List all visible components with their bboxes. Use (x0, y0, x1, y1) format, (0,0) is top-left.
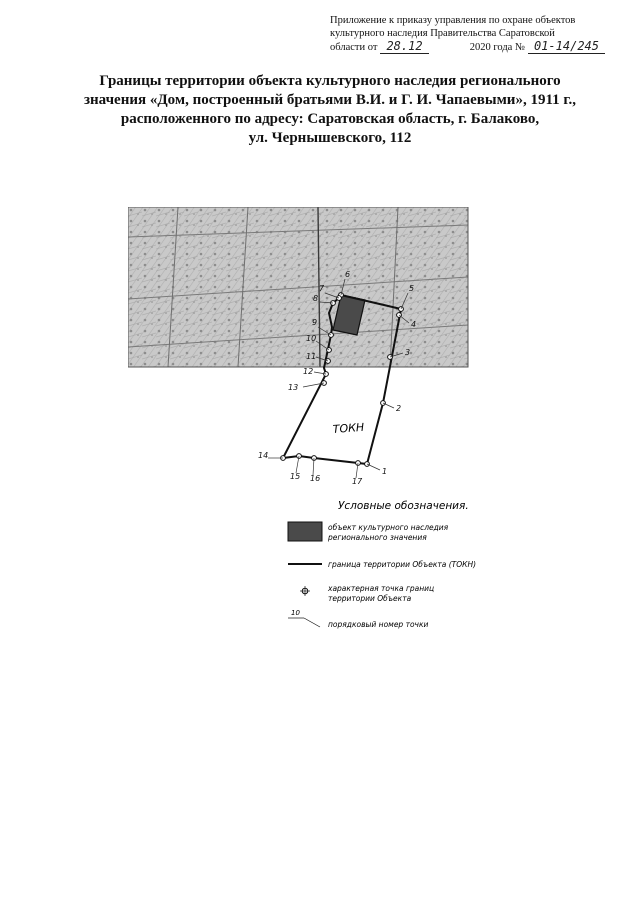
legend-item-3-line-2: территории Объекта (328, 594, 412, 603)
legend-item-1-line-2: регионального значения (328, 533, 427, 542)
header-line-1: Приложение к приказу управления по охране объектов (330, 15, 576, 26)
legend-item-3-line-1: характерная точка границ (328, 584, 435, 593)
zone-label: ТОКН (332, 420, 365, 436)
point-number-7: 7 (319, 284, 325, 293)
boundary-map (128, 207, 616, 699)
point-number-14: 14 (258, 451, 269, 460)
point-number-16: 16 (310, 474, 321, 483)
legend-sample-number: 10 (291, 609, 300, 617)
point-number-3: 3 (405, 348, 411, 357)
appendix-header (330, 14, 608, 54)
header-date-prefix: области от (330, 42, 378, 53)
point-number-8: 8 (313, 294, 319, 303)
point-number-13: 13 (288, 383, 299, 392)
legend-swatch-point-number (288, 609, 320, 627)
point-number-17: 17 (352, 477, 363, 486)
title-line-2: значения «Дом, построенный братьями В.И. и Г. И. Чапаевыми», 1911 г., (84, 92, 576, 108)
point-number-2: 2 (396, 404, 402, 413)
point-number-12: 12 (303, 367, 314, 376)
legend-swatch-heritage-object (288, 522, 322, 541)
point-number-5: 5 (409, 284, 415, 293)
point-number-9: 9 (312, 318, 318, 327)
header-date-line (330, 40, 608, 54)
point-number-11: 11 (306, 352, 317, 361)
title-line-1: Границы территории объекта культурного наследия регионального (99, 73, 561, 89)
handwritten-order-number: 01-14/245 (528, 40, 605, 54)
point-number-10: 10 (306, 334, 317, 343)
point-number-1: 1 (382, 467, 388, 476)
header-line-2: культурного наследия Правительства Саратовской (330, 28, 555, 39)
legend-item-4-line-1: порядковый номер точки (328, 620, 429, 629)
header-year-text: 2020 года № (469, 42, 525, 53)
legend-item-2-line-1: граница территории Объекта (ТОКН) (328, 560, 477, 569)
legend-heading: Условные обозначения. (338, 500, 469, 512)
legend-item-1-line-1: объект культурного наследия (328, 523, 449, 532)
handwritten-date: 28.12 (380, 40, 428, 54)
title-line-3: расположенного по адресу: Саратовская область, г. Балаково, (120, 111, 540, 127)
legend-swatch-boundary-point (300, 586, 310, 596)
point-number-15: 15 (290, 472, 301, 481)
title-line-4: ул. Чернышевского, 112 (248, 130, 412, 146)
base-map-background (128, 207, 468, 367)
point-number-6: 6 (345, 270, 351, 279)
legend (288, 500, 476, 629)
point-number-4: 4 (411, 320, 417, 329)
document-title (70, 72, 590, 148)
